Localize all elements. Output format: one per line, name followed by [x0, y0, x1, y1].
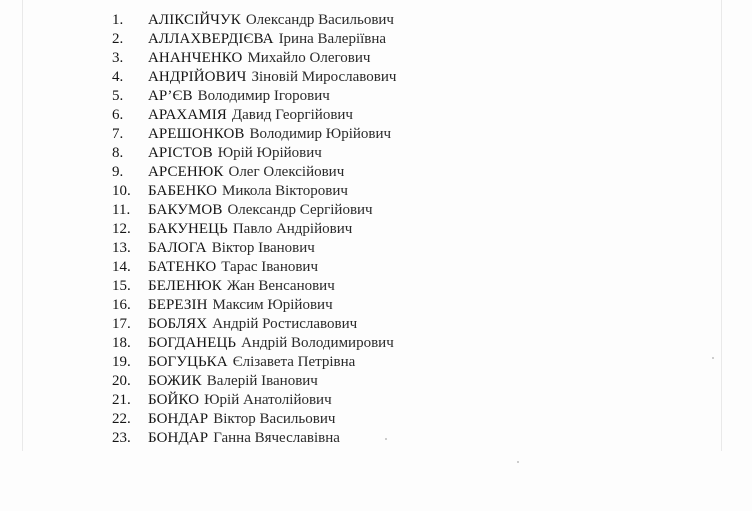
given-name: Юрій Анатолійович [204, 392, 332, 408]
list-item [112, 107, 396, 126]
list-item [112, 31, 396, 50]
given-name: Микола Вікторович [222, 183, 348, 199]
deputy-list [112, 12, 396, 449]
item-number: 2. [112, 31, 124, 47]
given-name: Ірина Валеріївна [278, 31, 387, 47]
given-name: Володимир Ігорович [197, 88, 330, 104]
given-name: Олег Олексійович [228, 164, 345, 180]
surname: АРСЕНЮК [148, 164, 224, 180]
given-name: Михайло Олегович [247, 50, 371, 66]
given-name: Олександр Сергійович [227, 202, 373, 218]
surname: АНАНЧЕНКО [148, 50, 243, 66]
surname: АЛЛАХВЕРДІЄВА [148, 31, 274, 47]
given-name: Віктор Іванович [211, 240, 315, 256]
given-name: Віктор Васильович [213, 411, 336, 427]
list-item [112, 335, 396, 354]
item-number: 23. [112, 430, 131, 446]
list-item [112, 88, 396, 107]
given-name: Ганна Вячеславівна [213, 430, 340, 446]
item-number: 12. [112, 221, 131, 237]
given-name: Андрій Ростиславович [212, 316, 358, 332]
given-name: Максим Юрійович [212, 297, 333, 313]
surname: АРАХАМІЯ [148, 107, 227, 123]
surname: БЕЛЕНЮК [148, 278, 222, 294]
item-number: 7. [112, 126, 124, 142]
list-item [112, 183, 396, 202]
item-number: 14. [112, 259, 131, 275]
list-item [112, 69, 396, 88]
list-item [112, 297, 396, 316]
item-number: 22. [112, 411, 131, 427]
surname: АРІСТОВ [148, 145, 213, 161]
scan-edge-left [22, 0, 23, 451]
given-name: Зіновій Мирославович [251, 69, 397, 85]
item-number: 21. [112, 392, 131, 408]
surname: БОГУЦЬКА [148, 354, 228, 370]
scan-speck [385, 438, 387, 440]
item-number: 15. [112, 278, 131, 294]
item-number: 5. [112, 88, 124, 104]
item-number: 8. [112, 145, 124, 161]
given-name: Єлізавета Петрівна [232, 354, 356, 370]
list-item [112, 278, 396, 297]
given-name: Олександр Васильович [245, 12, 394, 28]
surname: БОБЛЯХ [148, 316, 208, 332]
surname: БОЖИК [148, 373, 202, 389]
list-item [112, 12, 396, 31]
list-item [112, 259, 396, 278]
item-number: 16. [112, 297, 131, 313]
surname: БОНДАР [148, 411, 209, 427]
item-number: 19. [112, 354, 131, 370]
surname: БОЙКО [148, 392, 200, 408]
item-number: 3. [112, 50, 124, 66]
item-number: 11. [112, 202, 131, 218]
list-item [112, 240, 396, 259]
list-item [112, 430, 396, 449]
surname: БЕРЕЗІН [148, 297, 208, 313]
list-item [112, 145, 396, 164]
given-name: Давид Георгійович [231, 107, 353, 123]
item-number: 10. [112, 183, 131, 199]
surname: АР’ЄВ [148, 88, 193, 104]
item-number: 1. [112, 12, 124, 28]
scan-speck [517, 461, 519, 463]
list-item [112, 373, 396, 392]
item-number: 17. [112, 316, 131, 332]
surname: БАЛОГА [148, 240, 207, 256]
scan-edge-right [721, 0, 722, 451]
surname: БАТЕНКО [148, 259, 217, 275]
surname: БАКУМОВ [148, 202, 223, 218]
list-item [112, 392, 396, 411]
surname: БОНДАР [148, 430, 209, 446]
list-item [112, 221, 396, 240]
list-item [112, 50, 396, 69]
given-name: Жан Венсанович [226, 278, 335, 294]
surname: БАКУНЕЦЬ [148, 221, 228, 237]
list-item [112, 354, 396, 373]
scan-speck [712, 357, 714, 359]
item-number: 20. [112, 373, 131, 389]
item-number: 9. [112, 164, 124, 180]
list-item [112, 411, 396, 430]
given-name: Юрій Юрійович [217, 145, 322, 161]
item-number: 13. [112, 240, 131, 256]
given-name: Павло Андрійович [232, 221, 353, 237]
list-item [112, 316, 396, 335]
surname: АЛІКСІЙЧУК [148, 12, 241, 28]
item-number: 4. [112, 69, 124, 85]
surname: БАБЕНКО [148, 183, 218, 199]
surname: АНДРІЙОВИЧ [148, 69, 247, 85]
item-number: 18. [112, 335, 131, 351]
given-name: Андрій Володимирович [241, 335, 394, 351]
given-name: Володимир Юрійович [249, 126, 392, 142]
surname: БОГДАНЕЦЬ [148, 335, 237, 351]
given-name: Тарас Іванович [221, 259, 318, 275]
given-name: Валерій Іванович [206, 373, 318, 389]
list-item [112, 164, 396, 183]
item-number: 6. [112, 107, 124, 123]
list-item [112, 202, 396, 221]
surname: АРЕШОНКОВ [148, 126, 245, 142]
list-item [112, 126, 396, 145]
